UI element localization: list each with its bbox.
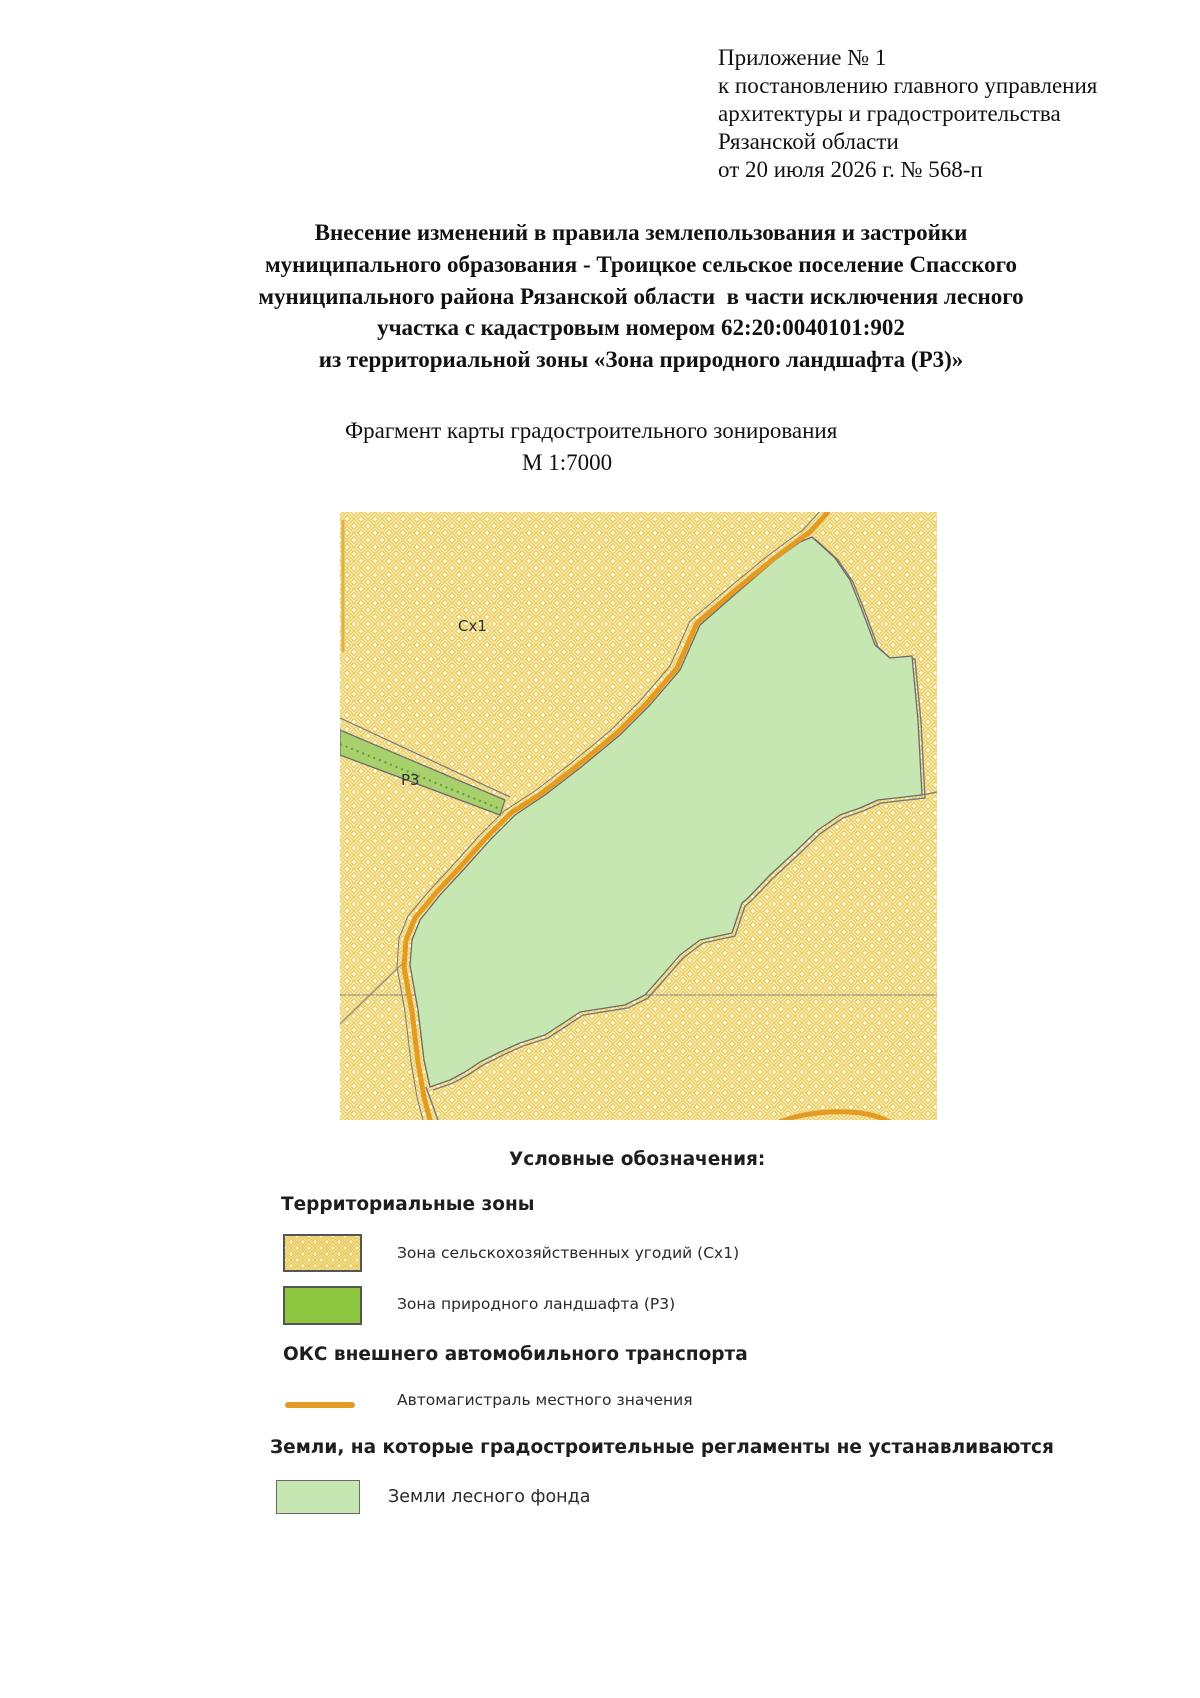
legend-section-title: ОКС внешнего автомобильного транспорта [283, 1344, 748, 1365]
landscape-zone-label: Р3 [401, 771, 420, 789]
map-scale: М 1:7000 [522, 450, 613, 475]
legend-item-label: Автомагистраль местного значения [397, 1391, 693, 1409]
title-line: Внесение изменений в правила землепользования и застройки [314, 220, 968, 245]
highway-swatch [285, 1402, 355, 1408]
title-line: участка с кадастровым номером 62:20:0040101:902 [377, 315, 905, 341]
legend-item-label: Земли лесного фонда [388, 1487, 591, 1507]
zoning-map-fragment [340, 512, 937, 1120]
map-caption-title: Фрагмент карты градостроительного зонирования [345, 418, 838, 443]
title-line: из территориальной зоны «Зона природного ландшафта (Р3)» [318, 347, 964, 373]
appendix-line: Рязанской области [718, 129, 899, 154]
appendix-date-number: от 20 июля 2026 г. № 568-п [718, 157, 983, 182]
title-line: муниципального района Рязанской области в части исключения лесного [258, 283, 1024, 309]
document-title [100, 217, 1182, 376]
legend-section-title: Территориальные зоны [281, 1194, 535, 1215]
legend-item-label: Зона сельскохозяйственных угодий (Сх1) [397, 1244, 740, 1262]
forest-land-swatch [276, 1480, 360, 1514]
agri-zone-label: Сх1 [458, 617, 487, 635]
appendix-number: Приложение № 1 [718, 45, 887, 70]
landscape-zone-swatch [283, 1286, 362, 1325]
appendix-line: архитектуры и градостроительства [718, 101, 1061, 126]
legend-section-title: Земли, на которые градостроительные регламенты не устанавливаются [270, 1437, 1054, 1458]
agri-zone-swatch [283, 1234, 362, 1272]
appendix-header [718, 44, 1097, 184]
title-line: муниципального образования - Троицкое сельское поселение Спасского [264, 251, 1018, 277]
appendix-line: к постановлению главного управления [718, 73, 1098, 98]
legend-heading: Условные обозначения: [509, 1149, 766, 1170]
legend-item-label: Зона природного ландшафта (Р3) [397, 1295, 676, 1313]
